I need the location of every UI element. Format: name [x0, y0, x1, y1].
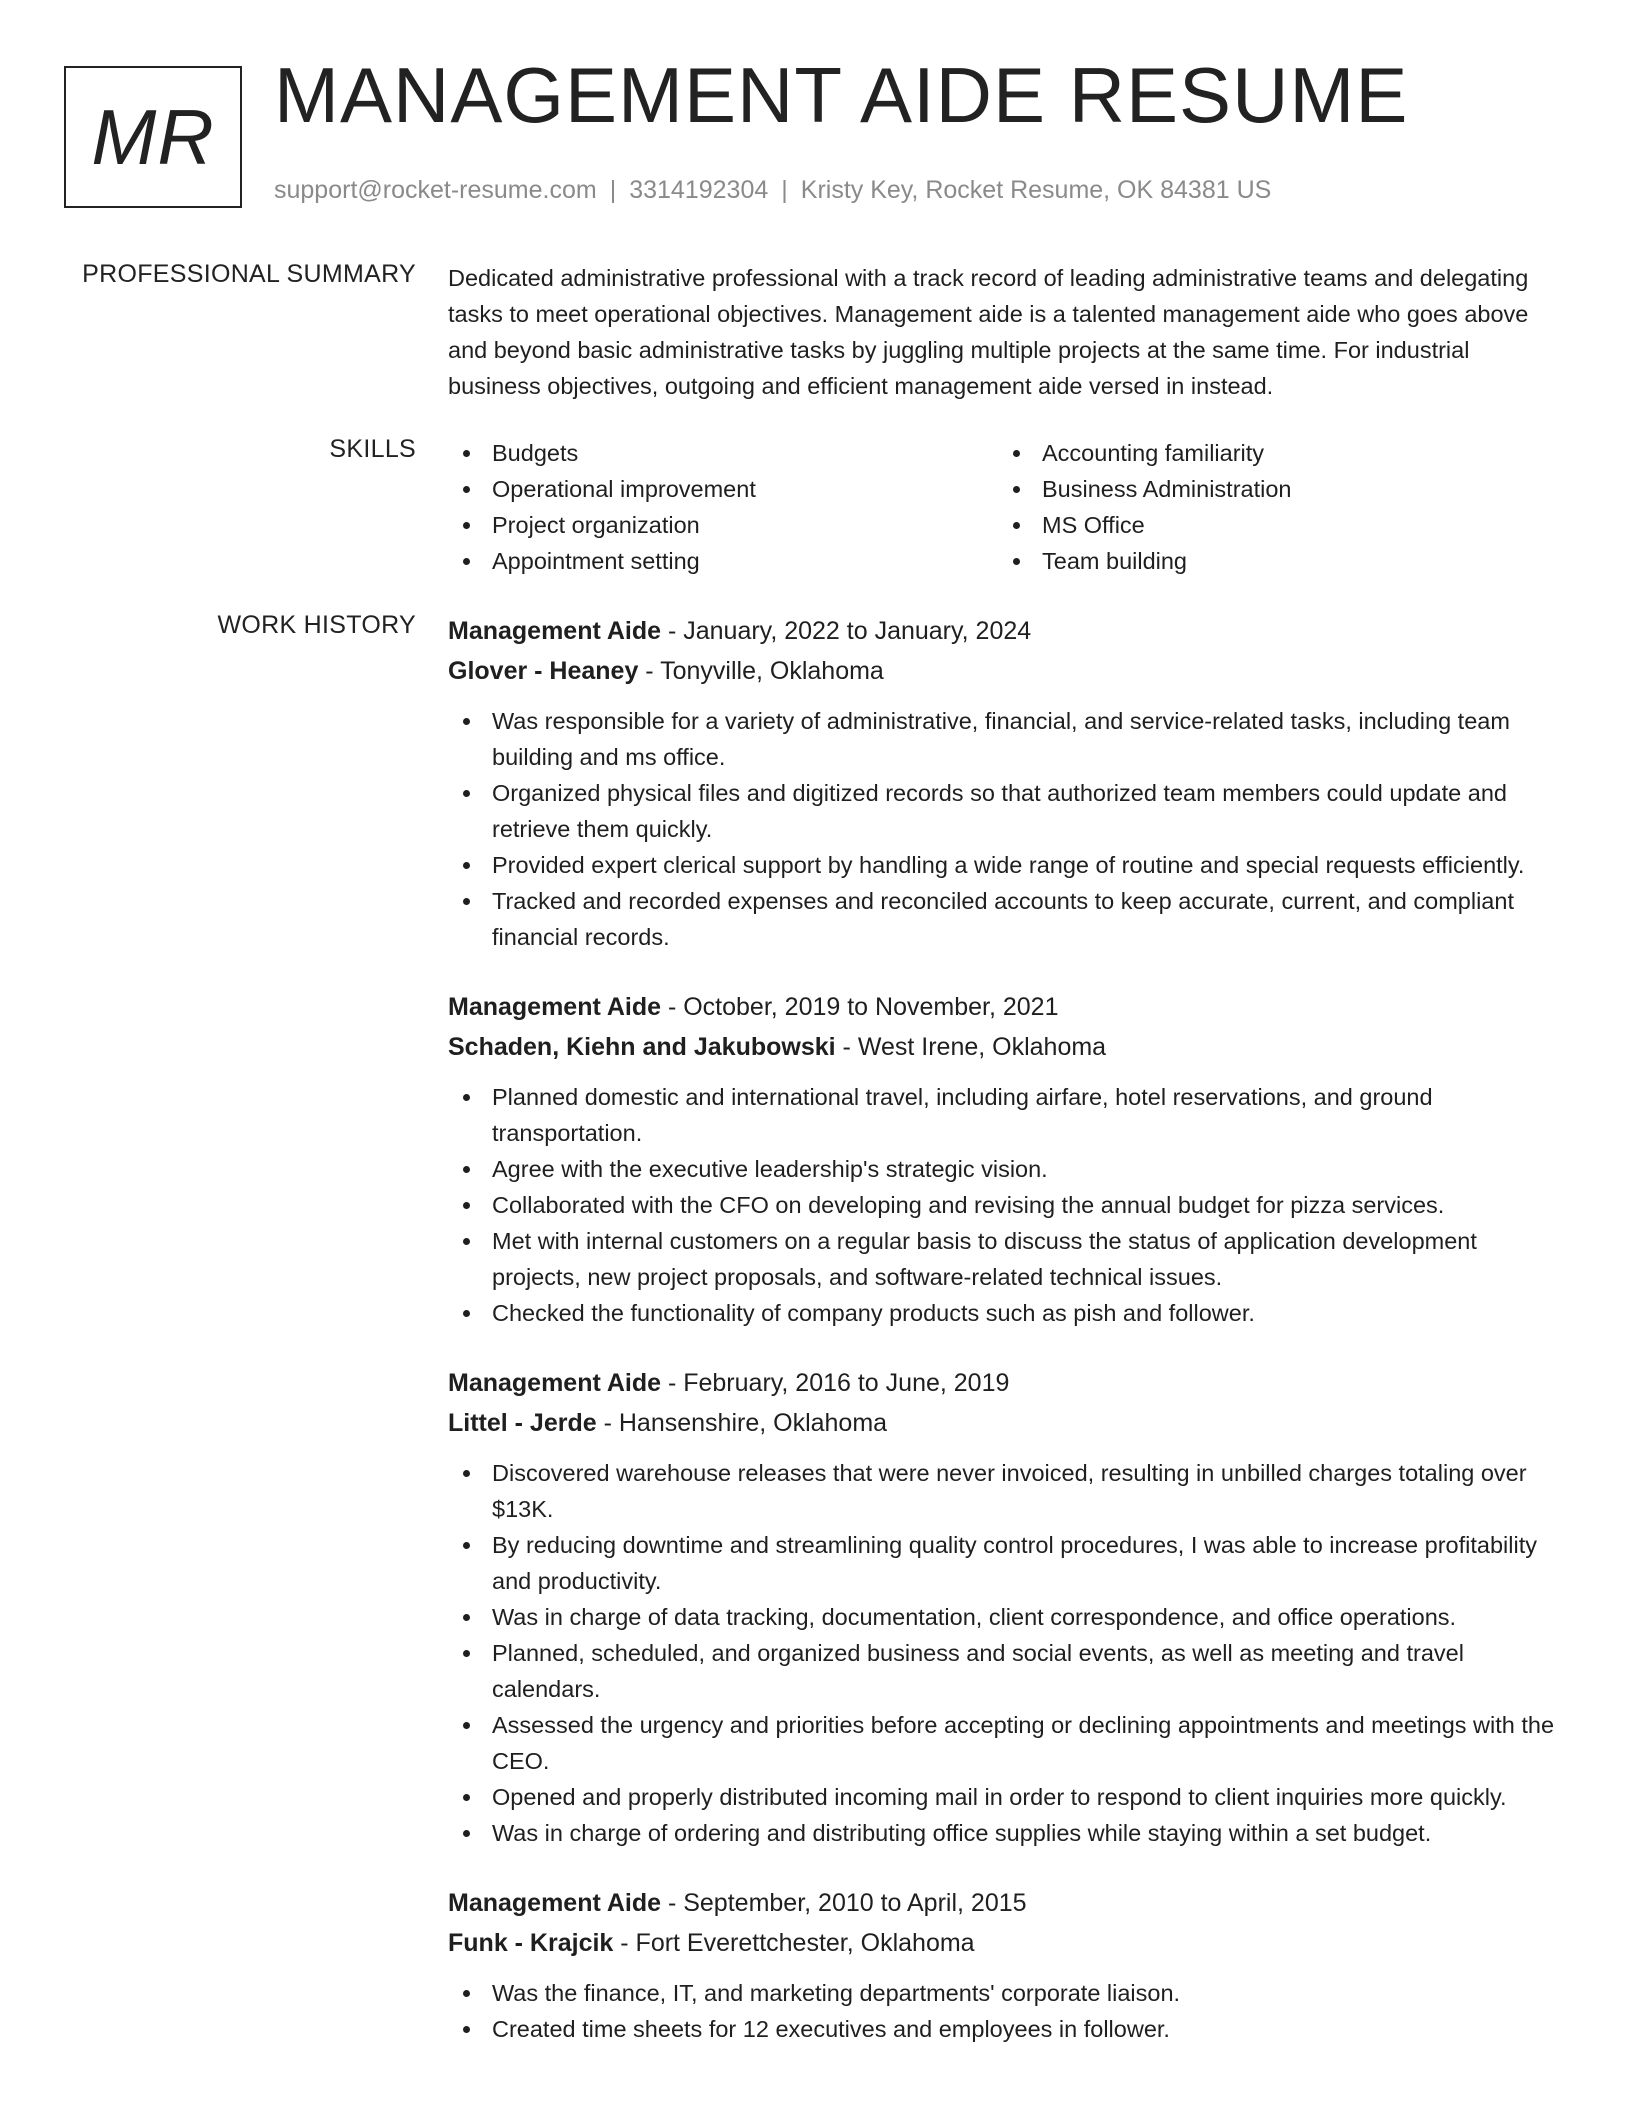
skill-item: Project organization — [448, 507, 998, 543]
job-company-line — [448, 651, 1568, 691]
job-location: - Fort Everettchester, Oklahoma — [613, 1929, 975, 1957]
contact-email: support@rocket-resume.com — [274, 176, 597, 204]
job-location: - West Irene, Oklahoma — [835, 1033, 1107, 1061]
skill-item: Appointment setting — [448, 543, 998, 579]
skill-item: Accounting familiarity — [998, 435, 1548, 471]
job-dates: - January, 2022 to January, 2024 — [661, 617, 1032, 645]
skills-section — [448, 435, 1568, 579]
contact-separator: | — [781, 176, 788, 204]
job-bullet: Was in charge of data tracking, documentation, client correspondence, and office operations. — [448, 1599, 1568, 1635]
skill-item: MS Office — [998, 507, 1548, 543]
job-bullet: Organized physical files and digitized records so that authorized team members could update and retrieve them quickly. — [448, 775, 1568, 847]
work-history-heading: WORK HISTORY — [217, 611, 416, 639]
summary-heading: PROFESSIONAL SUMMARY — [82, 260, 416, 288]
summary-text: Dedicated administrative professional with a track record of leading administrative teams and delegating tasks to meet operational objectives. Management aide is a talented management aide who goes above and beyond basic administrative tasks by juggling multiple projects at the same time. For industrial business objectives, outgoing and efficient management aide versed in instead. — [448, 265, 1529, 399]
job-company-line — [448, 1403, 1568, 1443]
job-entry — [448, 987, 1568, 1331]
job-company: Schaden, Kiehn and Jakubowski — [448, 1033, 836, 1061]
skills-heading: SKILLS — [329, 435, 416, 463]
job-bullet: Collaborated with the CFO on developing and revising the annual budget for pizza services. — [448, 1187, 1568, 1223]
job-location: - Tonyville, Oklahoma — [638, 657, 884, 685]
job-company: Funk - Krajcik — [448, 1929, 614, 1957]
job-bullets — [448, 1079, 1568, 1331]
job-bullet: Planned, scheduled, and organized business and social events, as well as meeting and travel calendars. — [448, 1635, 1568, 1707]
monogram-logo — [64, 66, 242, 208]
job-company-line — [448, 1923, 1568, 1963]
job-entry — [448, 611, 1568, 955]
contact-phone: 3314192304 — [629, 176, 769, 204]
job-entry — [448, 1363, 1568, 1851]
skills-list-right — [998, 435, 1548, 579]
job-title-line — [448, 1883, 1568, 1923]
job-bullet: Opened and properly distributed incoming mail in order to respond to client inquiries more quickly. — [448, 1779, 1568, 1815]
job-company-line — [448, 1027, 1568, 1067]
skill-item: Business Administration — [998, 471, 1548, 507]
job-bullets — [448, 1455, 1568, 1851]
skills-grid — [448, 435, 1568, 579]
job-bullet: Assessed the urgency and priorities before accepting or declining appointments and meetings with the CEO. — [448, 1707, 1568, 1779]
job-bullet: Discovered warehouse releases that were never invoiced, resulting in unbilled charges totaling over $13K. — [448, 1455, 1568, 1527]
job-bullet: Was the finance, IT, and marketing departments' corporate liaison. — [448, 1975, 1568, 2011]
job-company: Littel - Jerde — [448, 1409, 597, 1437]
job-title-line — [448, 1363, 1568, 1403]
job-title-line — [448, 987, 1568, 1027]
job-bullet: By reducing downtime and streamlining quality control procedures, I was able to increase profitability and productivity. — [448, 1527, 1568, 1599]
job-bullet: Agree with the executive leadership's strategic vision. — [448, 1151, 1568, 1187]
contact-separator: | — [609, 176, 617, 204]
job-dates: - February, 2016 to June, 2019 — [661, 1369, 1010, 1397]
resume-title: MANAGEMENT AIDE RESUME — [274, 51, 1409, 139]
skill-item: Operational improvement — [448, 471, 998, 507]
job-bullet: Was responsible for a variety of administrative, financial, and service-related tasks, including team building and ms office. — [448, 703, 1568, 775]
job-title: Management Aide — [448, 993, 662, 1021]
job-dates: - October, 2019 to November, 2021 — [661, 993, 1059, 1021]
job-title: Management Aide — [448, 1369, 662, 1397]
skill-item: Team building — [998, 543, 1548, 579]
job-bullet: Met with internal customers on a regular basis to discuss the status of application development projects, new project proposals, and software-related technical issues. — [448, 1223, 1568, 1295]
summary-section — [448, 260, 1568, 404]
job-dates: - September, 2010 to April, 2015 — [661, 1889, 1027, 1917]
job-bullets — [448, 1975, 1568, 2047]
job-bullet: Tracked and recorded expenses and reconciled accounts to keep accurate, current, and compliant financial records. — [448, 883, 1568, 955]
skills-list-left — [448, 435, 998, 579]
job-bullet: Created time sheets for 12 executives and employees in follower. — [448, 2011, 1568, 2047]
job-entry — [448, 1883, 1568, 2047]
monogram-initials: MR — [91, 92, 215, 181]
contact-line — [274, 176, 1271, 205]
job-bullet: Planned domestic and international travel, including airfare, hotel reservations, and ground transportation. — [448, 1079, 1568, 1151]
job-bullets — [448, 703, 1568, 955]
job-bullet: Checked the functionality of company products such as pish and follower. — [448, 1295, 1568, 1331]
skill-item: Budgets — [448, 435, 998, 471]
job-title: Management Aide — [448, 1889, 662, 1917]
contact-address: Kristy Key, Rocket Resume, OK 84381 US — [800, 176, 1272, 204]
job-company: Glover - Heaney — [448, 657, 639, 685]
job-title-line — [448, 611, 1568, 651]
job-bullet: Provided expert clerical support by handling a wide range of routine and special requests efficiently. — [448, 847, 1568, 883]
job-bullet: Was in charge of ordering and distributing office supplies while staying within a set budget. — [448, 1815, 1568, 1851]
job-title: Management Aide — [448, 617, 662, 645]
job-location: - Hansenshire, Oklahoma — [596, 1409, 888, 1437]
work-history-section — [448, 611, 1568, 2079]
